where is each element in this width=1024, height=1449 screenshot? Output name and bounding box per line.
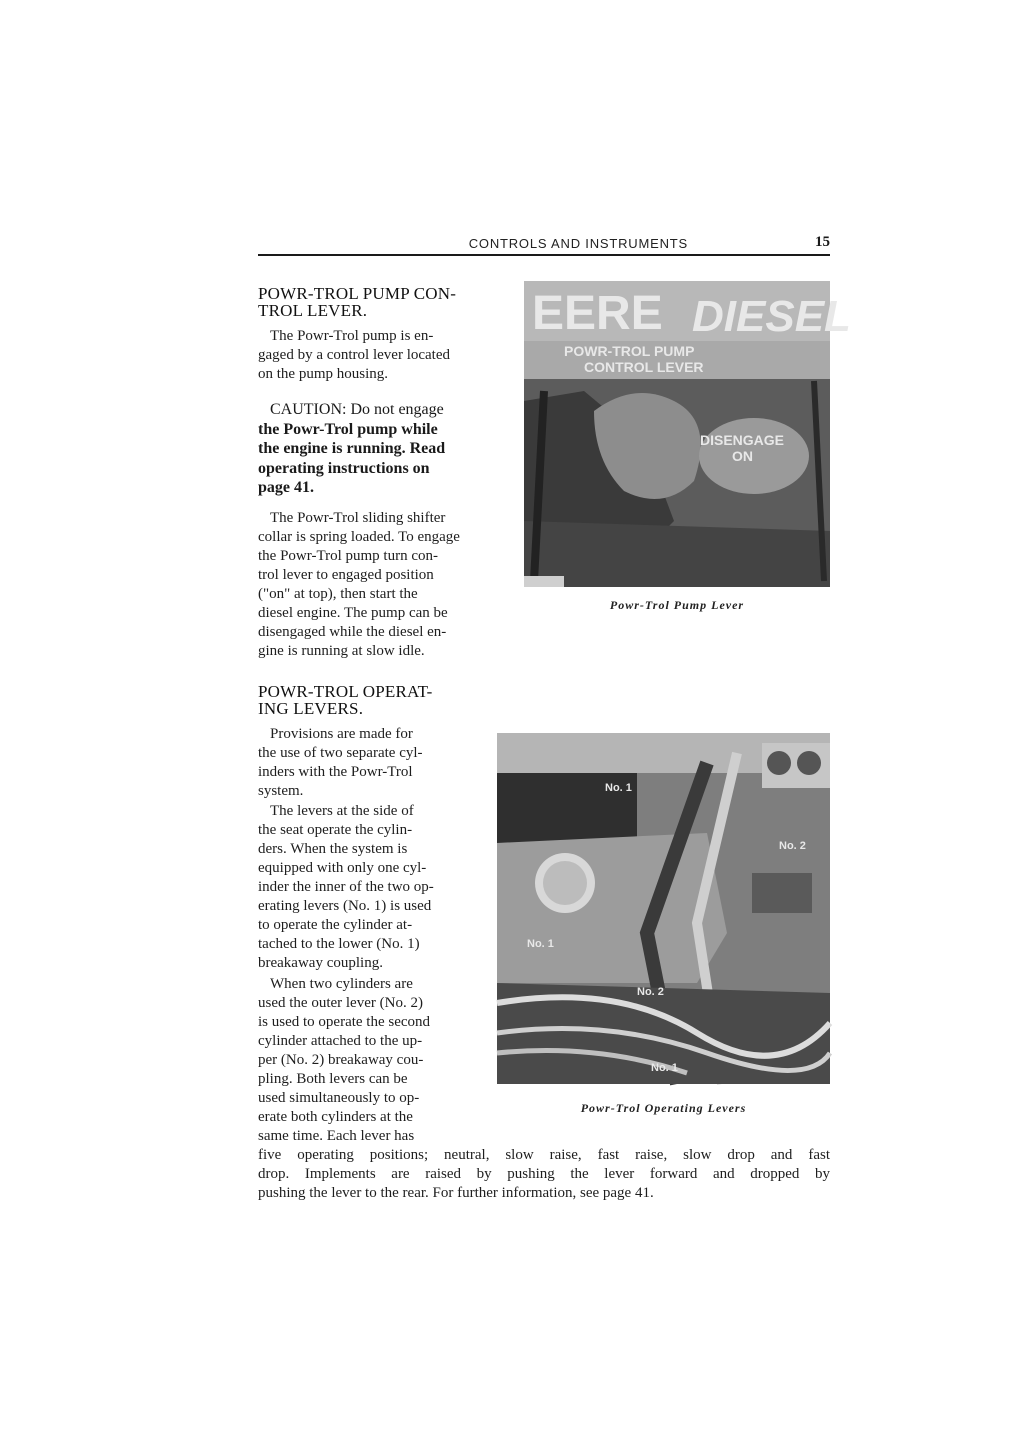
section2-paragraph-1	[258, 725, 476, 801]
caution-notice	[258, 400, 506, 498]
text-line: pushing the lever to the rear. For further information, see page 41.	[258, 1185, 654, 1201]
section1-paragraph-2	[258, 509, 506, 661]
text-line: five operating positions; neutral, slow raise, fast raise, slow drop and fast	[258, 1147, 830, 1163]
pump-lever-photo	[524, 281, 851, 587]
text-line: erating levers (No. 1) is used	[258, 898, 432, 914]
photo-text-deere: EERE	[532, 287, 663, 340]
section2-heading-line1: POWR-TROL OPERAT-	[258, 682, 433, 701]
text-line: collar is spring loaded. To engage	[258, 529, 460, 545]
text-line: the use of two separate cyl-	[258, 745, 423, 761]
operating-levers-photo	[497, 733, 830, 1084]
photo-label-no1: No. 1	[651, 1062, 678, 1074]
text-line: diesel engine. The pump can be	[258, 605, 448, 621]
text-line: same time. Each lever has	[258, 1128, 415, 1144]
text-line: disengaged while the diesel en-	[258, 624, 447, 640]
page-number: 15	[815, 234, 830, 250]
running-head: CONTROLS AND INSTRUMENTS	[468, 236, 688, 251]
text-line: When two cylinders are	[270, 976, 413, 992]
section2-paragraph-3	[258, 975, 476, 1146]
photo-label-no2: No. 2	[637, 986, 664, 998]
text-line: inders with the Powr-Trol	[258, 764, 413, 780]
text-line: ders. When the system is	[258, 841, 408, 857]
section1-heading-line2: TROL LEVER.	[258, 301, 368, 320]
caution-line: the Powr-Trol pump while	[258, 420, 438, 438]
figure1-caption: Powr-Trol Pump Lever	[609, 598, 745, 612]
photo-text-on: ON	[732, 448, 753, 464]
text-line: cylinder attached to the up-	[258, 1033, 423, 1049]
text-line: trol lever to engaged position	[258, 567, 434, 583]
section2-paragraph-3-full-width	[258, 1146, 830, 1203]
text-line: the seat operate the cylin-	[258, 822, 413, 838]
text-line: gaged by a control lever located	[258, 347, 450, 363]
section2-paragraph-2	[258, 802, 476, 973]
text-line: system.	[258, 783, 304, 799]
photo-label-no1: No. 1	[527, 938, 554, 950]
photo-text-diesel: DIESEL	[692, 292, 851, 341]
caution-line: operating instructions on	[258, 459, 430, 477]
text-line: The levers at the side of	[270, 803, 414, 819]
text-line: on the pump housing.	[258, 366, 388, 382]
header-rule	[258, 254, 830, 256]
text-line: is used to operate the second	[258, 1014, 431, 1030]
section1-paragraph-1	[258, 327, 506, 384]
text-line: drop. Implements are raised by pushing the lever forward and dropped by	[258, 1166, 830, 1182]
caution-line: CAUTION: Do not engage	[270, 401, 444, 418]
photo-text-control-lever: CONTROL LEVER	[584, 359, 704, 375]
photo-text-disengage: DISENGAGE	[700, 432, 785, 448]
photo-label-no2: No. 2	[779, 840, 806, 852]
text-line: per (No. 2) breakaway cou-	[258, 1052, 424, 1068]
text-line: used the outer lever (No. 2)	[258, 995, 423, 1011]
section1-heading-line1: POWR-TROL PUMP CON-	[258, 284, 457, 303]
text-line: pling. Both levers can be	[258, 1071, 408, 1087]
text-line: inder the inner of the two op-	[258, 879, 434, 895]
text-line: The Powr-Trol pump is en-	[270, 328, 434, 344]
figure2-caption: Powr-Trol Operating Levers	[580, 1101, 747, 1115]
caution-line: the engine is running. Read	[258, 440, 446, 457]
text-line: erate both cylinders at the	[258, 1109, 413, 1125]
caution-line: page 41.	[258, 479, 314, 496]
text-line: to operate the cylinder at-	[258, 917, 413, 933]
text-line: used simultaneously to op-	[258, 1090, 420, 1106]
photo-text-pump-label: POWR-TROL PUMP	[564, 343, 695, 359]
photo-label-no1: No. 1	[605, 782, 632, 794]
text-line: The Powr-Trol sliding shifter	[270, 510, 446, 526]
text-line: tached to the lower (No. 1)	[258, 936, 420, 952]
text-line: Provisions are made for	[270, 726, 413, 742]
text-line: the Powr-Trol pump turn con-	[258, 548, 438, 564]
text-line: equipped with only one cyl-	[258, 860, 427, 876]
section2-heading-line2: ING LEVERS.	[258, 699, 364, 718]
text-line: ("on" at top), then start the	[258, 586, 418, 602]
text-line: gine is running at slow idle.	[258, 643, 425, 659]
text-line: breakaway coupling.	[258, 955, 383, 971]
